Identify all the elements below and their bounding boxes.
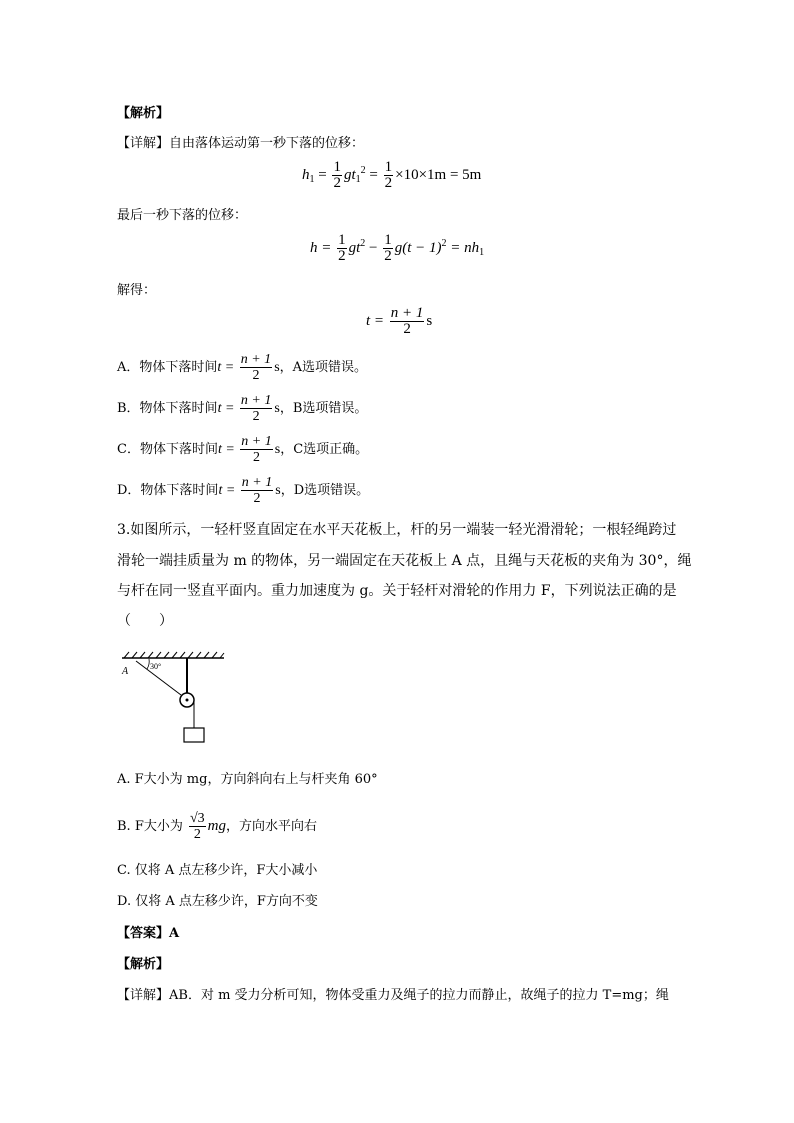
label-a: A: [122, 666, 129, 677]
question3-line3: 与杆在同一竖直平面内。重力加速度为 g。关于轻杆对滑轮的作用力 F，下列说法正确的是: [117, 583, 677, 599]
question3-paren: （ ）: [117, 613, 173, 629]
equation-t: t = $\frac{n + 1}{2}$ s: [366, 305, 433, 337]
equation-h: h = $\frac{1}{2}$ $gt^2$ − $\frac{1}{2}$ $g(t - 1)^2 = nh_1$: [310, 232, 485, 264]
section-heading-jiexi: 【解析】: [117, 106, 170, 121]
option-b-2: B. F大小为 $\frac{√3}{2}$ mg，方向水平向右: [117, 811, 318, 842]
option-c-2: C. 仅将 A 点左移少许，F大小减小: [117, 863, 318, 878]
angle-arc: [147, 659, 149, 669]
option-a-2: A. F大小为 mg，方向斜向右上与杆夹角 60°: [117, 772, 378, 787]
hanging-block: [184, 728, 204, 742]
detail-ab: 【详解】AB．对 m 受力分析可知，物体受重力及绳子的拉力而静止，故绳子的拉力 T=mg；绳: [117, 988, 669, 1003]
label-angle: 30°: [150, 662, 162, 671]
section-heading-jiexi-2: 【解析】: [117, 957, 170, 972]
detail-intro: 【详解】自由落体运动第一秒下落的位移：: [117, 136, 365, 151]
option-d-1: D．物体下落时间t = $\frac{n + 1}{2}$ s，D选项错误。: [117, 475, 370, 507]
equation-h1: $h_1$ = $\frac{1}{2}$ $gt_1^2$ = $\frac{1}{2}$ ×10×1m = 5m: [302, 159, 482, 191]
ceiling-hatching: [124, 652, 224, 658]
question3-line2: 滑轮一端挂质量为 m 的物体，另一端固定在天花板上 A 点，且绳与天花板的夹角为 30°，绳: [117, 553, 692, 569]
question3-line1: 3.如图所示，一轻杆竖直固定在水平天花板上，杆的另一端装一轻光滑滑轮；一根轻绳跨过: [117, 522, 677, 538]
option-b-1: B．物体下落时间t = $\frac{n + 1}{2}$ s，B选项错误。: [117, 393, 368, 425]
answer: 【答案】A: [117, 926, 180, 941]
option-c-1: C．物体下落时间t = $\frac{n + 1}{2}$ s，C选项正确。: [117, 434, 369, 466]
solve-label: 解得：: [117, 283, 157, 298]
last-second-label: 最后一秒下落的位移：: [117, 208, 248, 223]
pulley-figure: [118, 648, 230, 748]
option-d-2: D. 仅将 A 点左移少许，F方向不变: [117, 894, 318, 909]
option-a-1: A．物体下落时间t = $\frac{n + 1}{2}$ s，A选项错误。: [117, 352, 368, 384]
pulley-axle: [186, 699, 189, 702]
